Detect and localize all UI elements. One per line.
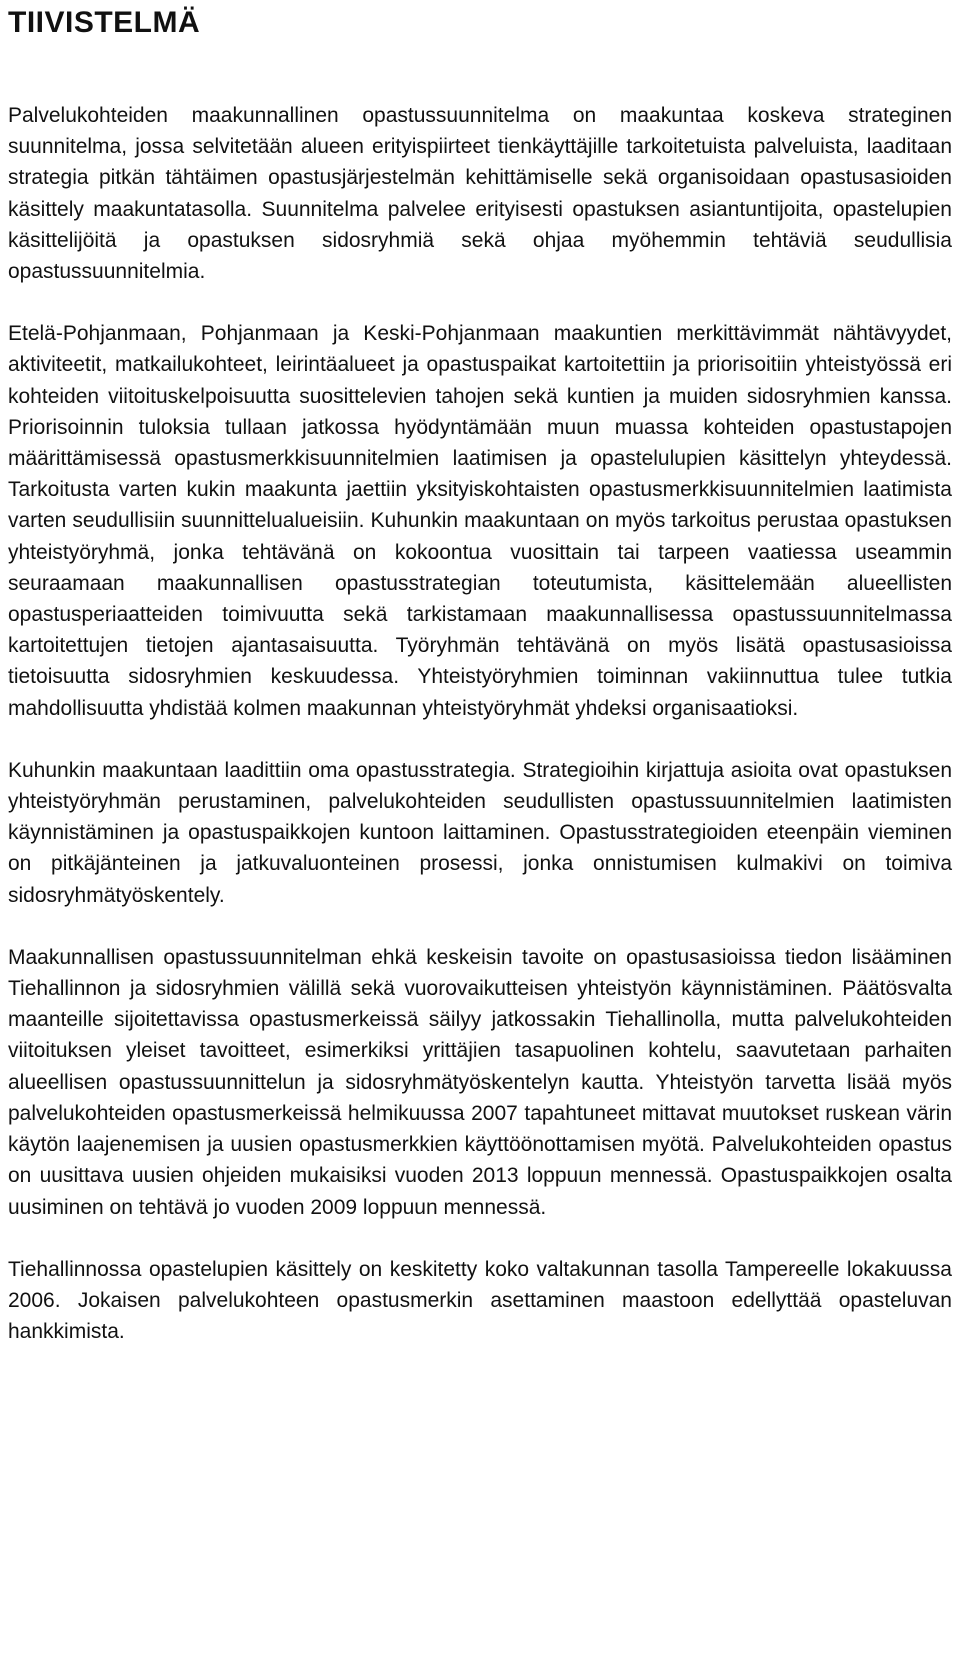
paragraph-intro: Palvelukohteiden maakunnallinen opastussuunnitelma on maakuntaa koskeva strateginen suunnitelma, jossa selvitetään alueen erityispiirteet tienkäyttäjille tarkoitetuista palveluista, laaditaan strategia pitkän tähtäimen opastusjärjestelmän kehittämiselle sekä organisoidaan opastusasioiden käsittely maakuntatasolla. Suunnitelma palvelee erityisesti opastuksen asiantuntijoita, opastelupien käsittelijöitä ja opastuksen sidosryhmiä sekä ohjaa myöhemmin tehtäviä seudullisia opastussuunnitelmia. (8, 104, 952, 284)
paragraph-strategy: Kuhunkin maakuntaan laadittiin oma opastusstrategia. Strategioihin kirjattuja asioita ovat opastuksen yhteistyöryhmän perustaminen, palvelukohteiden seudullisten opastussuunnitelmien laatimisten käynnistäminen ja opastuspaikkojen kuntoon laittaminen. Opastusstrategioiden eteenpäin vieminen on pitkäjänteinen ja jatkuvaluonteinen prosessi, jonka onnistumisen kulmakivi on toimiva sidosryhmätyöskentely. (8, 758, 952, 907)
paragraph-regions-prioritization: Etelä-Pohjanmaan, Pohjanmaan ja Keski-Pohjanmaan maakuntien merkittävimmät nähtävyydet, aktiviteetit, matkailukohteet, leirintäalueet ja opastuspaikat kartoitettiin ja priorisoitiin yhteistyössä eri kohteiden viitoituskelpoisuutta suosittelevien tahojen sekä kuntien ja muiden sidosryhmien kanssa. Priorisoinnin tuloksia tullaan jatkossa hyödyntämään muun muassa kohteiden opastustapojen määrittämisessä opastusmerkkisuunnitelmien laatimisen ja opastelulupien käsittelyn yhteydessä. Tarkoitusta varten kukin maakunta jaettiin yksityiskohtaisten opastusmerkkisuunnitelmien laatimista varten seudullisiin suunnittelualueisiin. Kuhunkin maakuntaan on myös tarkoitus perustaa opastuksen yhteistyöryhmä, jonka tehtävänä on kokoontua vuosittain tai tarpeen vaatiessa useammin seuraamaan maakunnallisen opastusstrategian toteutumista, käsittelemään alueellisten opastusperiaatteiden toimivuutta sekä tarkistamaan maakunnallisessa opastussuunnitelmassa kartoitettujen tietojen ajantasaisuutta. Työryhmän tehtävänä on myös lisätä opastusasioissa tietoisuutta sidosryhmien keskuudessa. Yhteistyöryhmien toiminnan vakiinnuttua tulee tutkia mahdollisuutta yhdistää kolmen maakunnan yhteistyöryhmät yhdeksi organisaatioksi. (8, 322, 952, 720)
summary-body (8, 100, 952, 1347)
paragraph-permits: Tiehallinnossa opastelupien käsittely on keskitetty koko valtakunnan tasolla Tampereelle lokakuussa 2006. Jokaisen palvelukohteen opastusmerkin asettaminen maastoon edellyttää opasteluvan hankkimista. (8, 1257, 952, 1344)
paragraph-objectives: Maakunnallisen opastussuunnitelman ehkä keskeisin tavoite on opastusasioissa tiedon lisääminen Tiehallinnon ja sidosryhmien välillä sekä vuorovaikutteisen yhteistyön käynnistäminen. Päätösvalta maanteille sijoitettavissa opastusmerkeissä säilyy jatkossakin Tiehallinolla, mutta palvelukohteiden viitoituksen yleiset tavoitteet, esimerkiksi yrittäjien tasapuolinen kohtelu, saavutetaan parhaiten alueellisen opastussuunnittelun ja sidosryhmätyöskentelyn kautta. Yhteistyön tarvetta lisää myös palvelukohteiden opastusmerkeissä helmikuussa 2007 tapahtuneet mittavat muutokset ruskean värin käytön laajenemisen ja uusien opastusmerkkien käyttöönottamisen myötä. Palvelukohteiden opastus on uusittava uusien ohjeiden mukaisiksi vuoden 2013 loppuun mennessä. Opastuspaikkojen osalta uusiminen on tehtävä jo vuoden 2009 loppuun mennessä. (8, 945, 952, 1219)
document-title: TIIVISTELMÄ (8, 6, 201, 39)
